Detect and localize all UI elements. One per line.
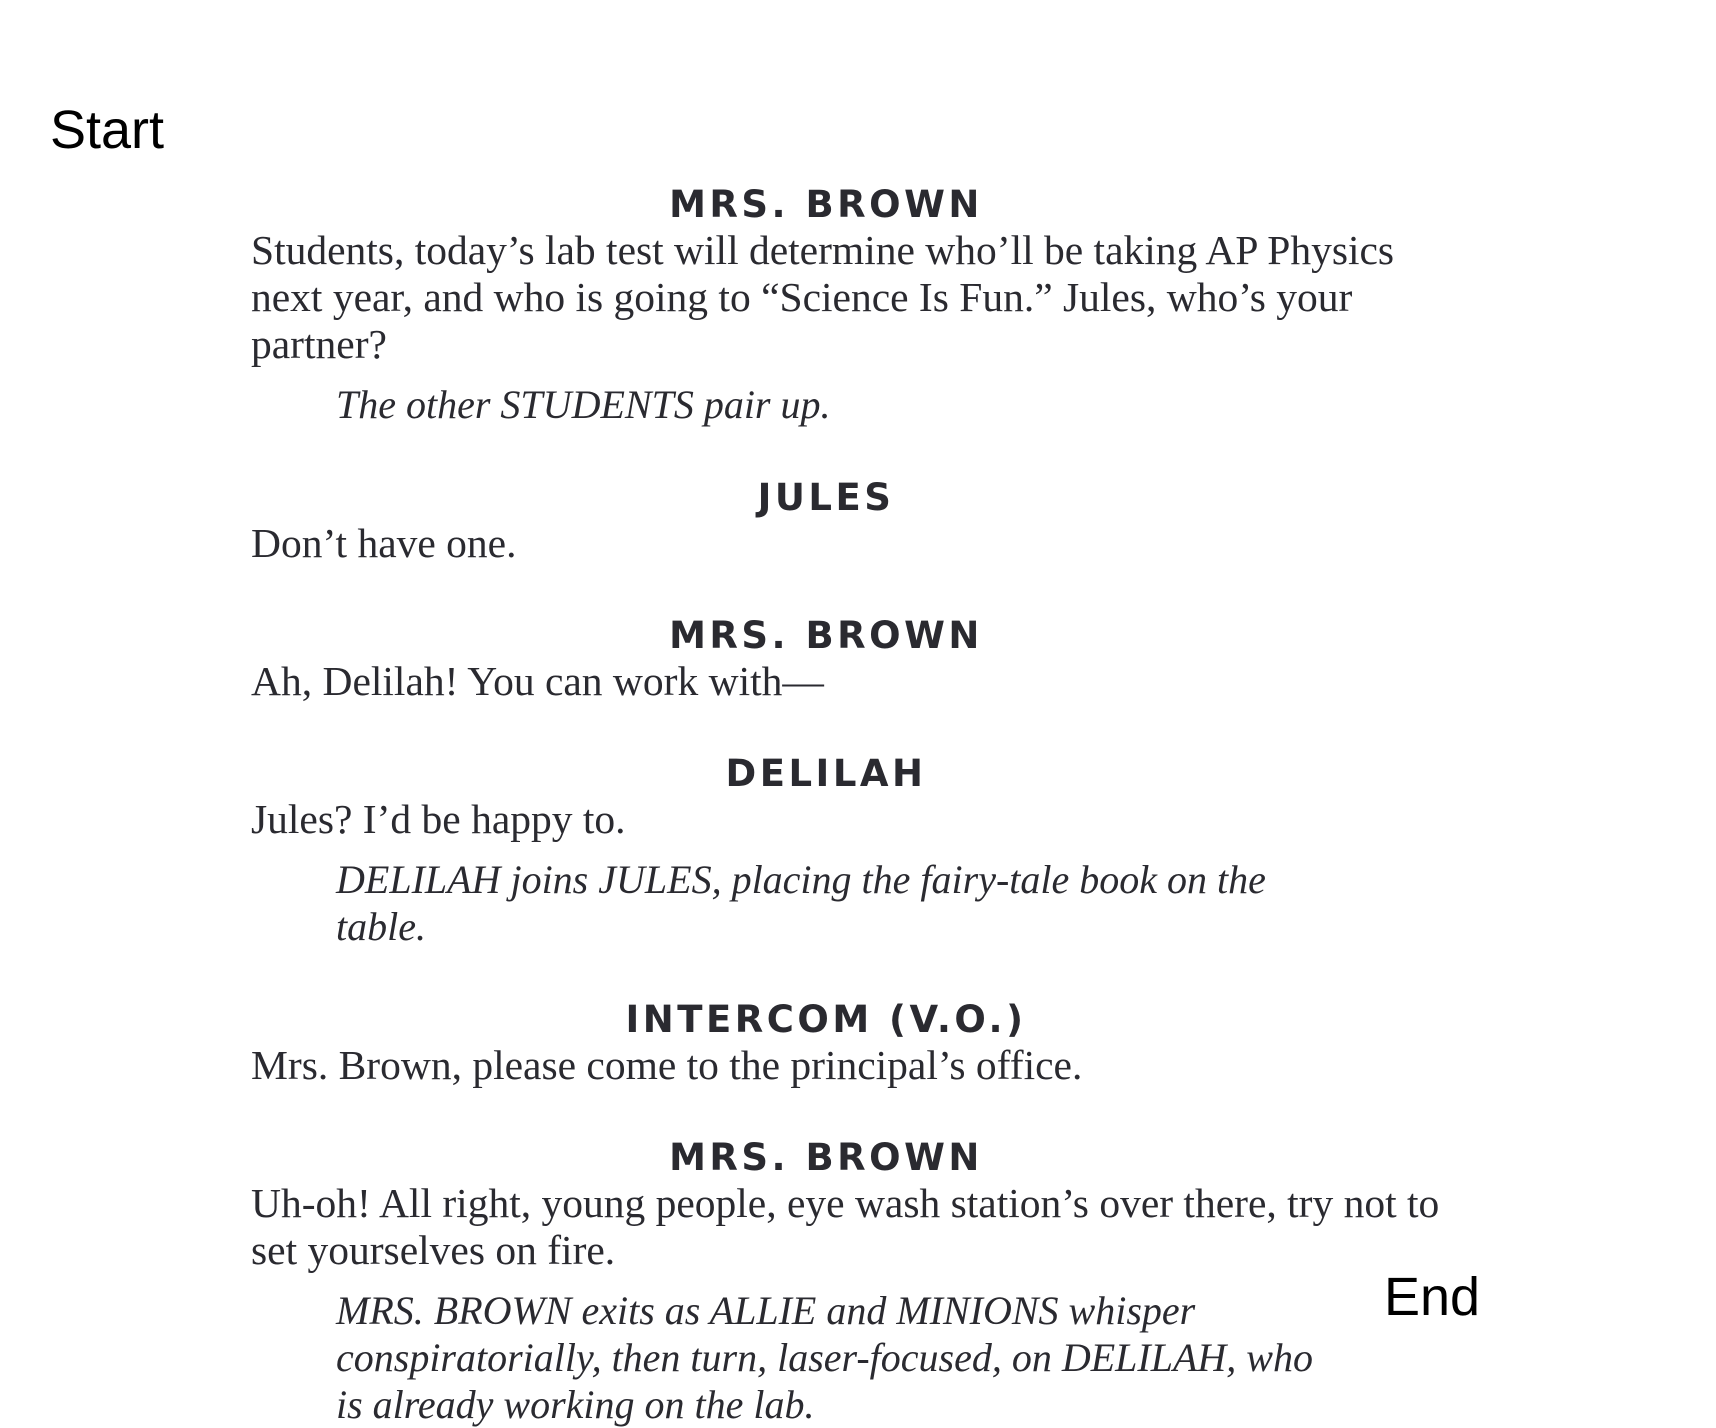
dialogue-line: Ah, Delilah! You can work with— (251, 658, 824, 704)
character-cue-jules: JULES (757, 476, 895, 519)
dialogue-line: Don’t have one. (251, 520, 517, 566)
stage-direction: MRS. BROWN exits as ALLIE and MINIONS whisper conspiratorially, then turn, laser-focused, on DELILAH, who is already working on the lab. (336, 1288, 1313, 1427)
character-cue-mrs-brown: MRS. BROWN (669, 614, 983, 657)
dialogue-line: Mrs. Brown, please come to the principal’s office. (251, 1042, 1083, 1088)
end-marker: End (1384, 1267, 1481, 1327)
stage-direction: DELILAH joins JULES, placing the fairy-tale book on the table. (336, 857, 1266, 949)
character-cue-intercom: INTERCOM (V.O.) (625, 998, 1027, 1041)
dialogue-line: Students, today’s lab test will determine who’ll be taking AP Physics next year, and who is going to “Science Is Fun.” Jules, who’s your partner? (251, 227, 1395, 367)
stage-direction: The other STUDENTS pair up. (336, 382, 831, 427)
dialogue-line: Jules? I’d be happy to. (251, 796, 626, 842)
dialogue-line: Uh-oh! All right, young people, eye wash station’s over there, try not to set yourselves on fire. (251, 1180, 1440, 1273)
character-cue-mrs-brown: MRS. BROWN (669, 183, 983, 226)
character-cue-mrs-brown: MRS. BROWN (669, 1136, 983, 1179)
start-marker: Start (50, 100, 165, 160)
character-cue-delilah: DELILAH (725, 752, 927, 795)
